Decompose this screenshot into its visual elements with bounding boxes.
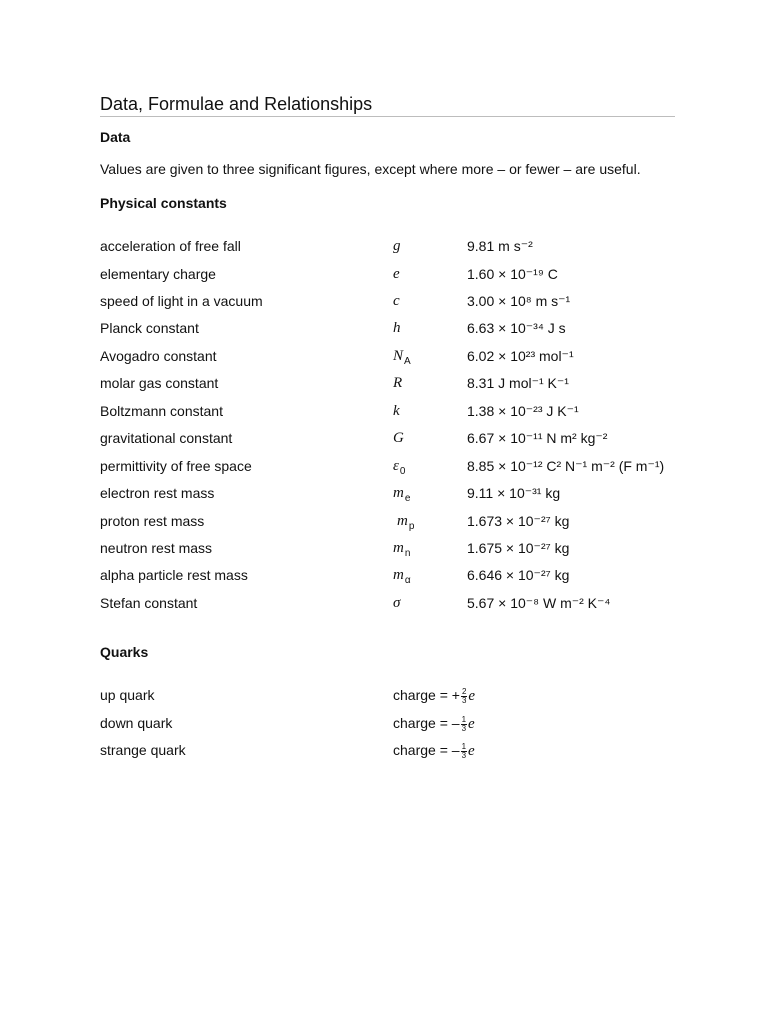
constant-symbol: $m_n$ bbox=[393, 540, 411, 559]
charge-fraction: $\frac{1}{3}$ bbox=[461, 714, 467, 733]
physical-constants-heading: Physical constants bbox=[100, 195, 227, 211]
constant-row bbox=[0, 290, 768, 312]
constant-row bbox=[0, 427, 768, 449]
constant-name: proton rest mass bbox=[100, 513, 205, 529]
page-title: Data, Formulae and Relationships bbox=[100, 93, 675, 117]
constant-name: electron rest mass bbox=[100, 485, 215, 501]
constant-symbol: $m_\alpha$ bbox=[393, 567, 411, 586]
constant-symbol: R bbox=[393, 375, 403, 391]
constant-value: 6.646 × 10⁻²⁷ kg bbox=[467, 567, 570, 583]
constant-value: 5.67 × 10⁻⁸ W m⁻² K⁻⁴ bbox=[467, 595, 611, 611]
constant-value: 1.38 × 10⁻²³ J K⁻¹ bbox=[467, 403, 579, 419]
constant-name: Planck constant bbox=[100, 320, 199, 336]
constant-row bbox=[0, 455, 768, 477]
constant-symbol: $N_A$ bbox=[393, 348, 411, 367]
constant-row bbox=[0, 592, 768, 614]
constant-row bbox=[0, 482, 768, 504]
constant-symbol: h bbox=[393, 320, 401, 336]
quark-charge: charge = – $\frac{1}{3}$ e bbox=[393, 741, 475, 760]
constant-name: speed of light in a vacuum bbox=[100, 293, 263, 309]
constant-symbol: $m_p$ bbox=[397, 513, 415, 532]
constant-row bbox=[0, 263, 768, 285]
constant-value: 6.63 × 10⁻³⁴ J s bbox=[467, 320, 566, 336]
constant-row bbox=[0, 317, 768, 339]
constant-name: Stefan constant bbox=[100, 595, 198, 611]
constant-value: 1.60 × 10⁻¹⁹ C bbox=[467, 266, 558, 282]
constant-value: 6.67 × 10⁻¹¹ N m² kg⁻² bbox=[467, 430, 608, 446]
constant-name: Boltzmann constant bbox=[100, 403, 223, 419]
constant-value: 8.31 J mol⁻¹ K⁻¹ bbox=[467, 375, 569, 391]
charge-fraction: $\frac{2}{3}$ bbox=[461, 686, 467, 705]
quark-row bbox=[0, 739, 768, 761]
quark-name: down quark bbox=[100, 715, 173, 731]
constant-value: 6.02 × 10²³ mol⁻¹ bbox=[467, 348, 574, 364]
constant-symbol: $\varepsilon_0$ bbox=[393, 458, 406, 477]
constant-symbol: g bbox=[393, 238, 401, 254]
constant-value: 1.673 × 10⁻²⁷ kg bbox=[467, 513, 570, 529]
quark-name: strange quark bbox=[100, 742, 186, 758]
quark-row bbox=[0, 684, 768, 706]
constant-name: neutron rest mass bbox=[100, 540, 213, 556]
quark-charge: charge = – $\frac{1}{3}$ e bbox=[393, 714, 475, 733]
quark-charge: charge = + $\frac{2}{3}$ e bbox=[393, 686, 476, 705]
constant-row bbox=[0, 372, 768, 394]
quark-row bbox=[0, 712, 768, 734]
constant-value: 9.11 × 10⁻³¹ kg bbox=[467, 485, 561, 501]
constant-symbol: $m_e$ bbox=[393, 485, 411, 504]
quark-name: up quark bbox=[100, 687, 155, 703]
constant-name: permittivity of free space bbox=[100, 458, 252, 474]
constant-symbol: c bbox=[393, 293, 400, 309]
constant-value: 1.675 × 10⁻²⁷ kg bbox=[467, 540, 570, 556]
constant-row bbox=[0, 400, 768, 422]
constant-value: 8.85 × 10⁻¹² C² N⁻¹ m⁻² (F m⁻¹) bbox=[467, 458, 665, 474]
constant-name: gravitational constant bbox=[100, 430, 233, 446]
constant-row bbox=[0, 235, 768, 257]
intro-text: Values are given to three significant figures, except where more – or fewer – are useful. bbox=[100, 161, 641, 177]
constant-symbol: σ bbox=[393, 595, 401, 611]
constant-name: alpha particle rest mass bbox=[100, 567, 248, 583]
constant-symbol: e bbox=[393, 266, 400, 282]
quarks-heading: Quarks bbox=[100, 644, 149, 660]
constant-name: Avogadro constant bbox=[100, 348, 217, 364]
constant-row bbox=[0, 537, 768, 559]
constant-name: acceleration of free fall bbox=[100, 238, 241, 254]
constant-value: 3.00 × 10⁸ m s⁻¹ bbox=[467, 293, 571, 309]
constant-row bbox=[0, 345, 768, 367]
constant-name: molar gas constant bbox=[100, 375, 219, 391]
constant-value: 9.81 m s⁻² bbox=[467, 238, 533, 254]
constant-symbol: k bbox=[393, 403, 400, 419]
data-heading: Data bbox=[100, 129, 131, 145]
constant-name: elementary charge bbox=[100, 266, 216, 282]
constant-symbol: G bbox=[393, 430, 404, 446]
charge-fraction: $\frac{1}{3}$ bbox=[461, 741, 467, 760]
constant-row bbox=[0, 564, 768, 586]
constant-row bbox=[0, 510, 768, 532]
